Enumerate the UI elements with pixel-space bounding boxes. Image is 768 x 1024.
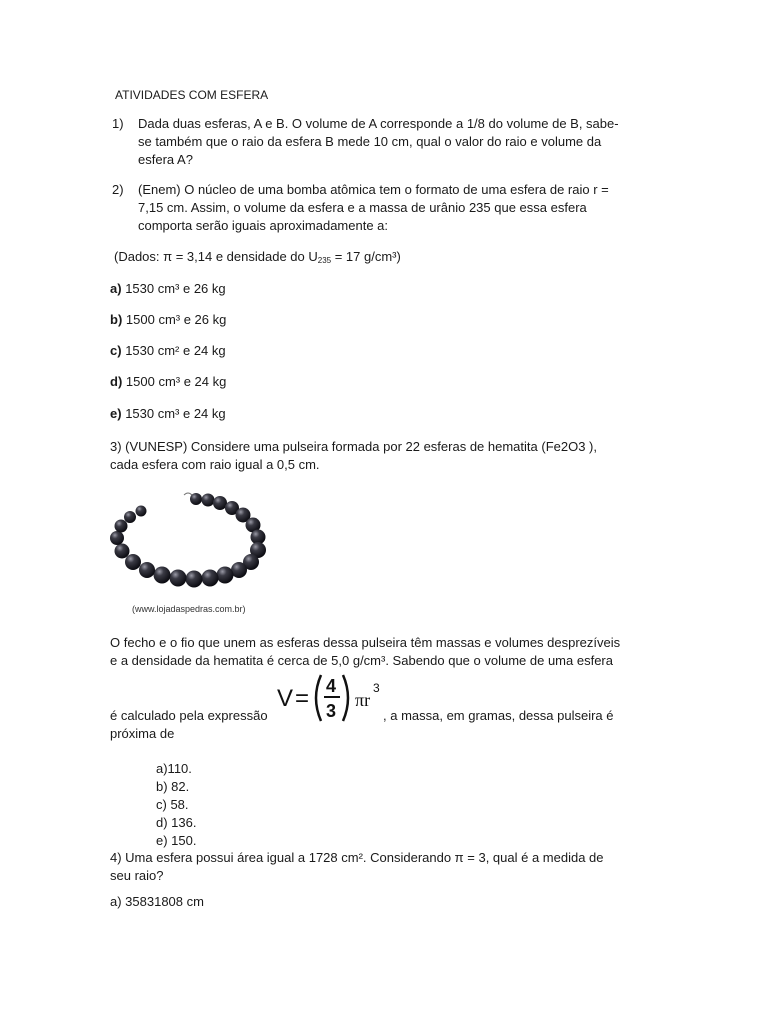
q2-line-1: (Enem) O núcleo de uma bomba atômica tem o formato de uma esfera de raio r = (138, 182, 609, 197)
q2-option-c (110, 342, 226, 360)
bracelet-caption: (www.lojadaspedras.com.br) (132, 604, 246, 614)
q2-data-prefix: (Dados: π = 3,14 e densidade do U (114, 249, 318, 264)
q2-option-d (110, 373, 226, 391)
q4-line-2: seu raio? (110, 868, 164, 883)
option-text: 1530 cm² e 24 kg (125, 343, 226, 358)
formula-graphic (277, 672, 383, 724)
q3-body-line-2: e a densidade da hematita é cerca de 5,0 g/cm³. Sabendo que o volume de uma esfera (110, 653, 613, 668)
q1-line-2: se também que o raio da esfera B mede 10 cm, qual o valor do raio e volume da (138, 134, 602, 149)
q2-option-e (110, 405, 226, 423)
volume-formula (277, 672, 383, 724)
option-letter: d) (110, 374, 123, 389)
formula-lhs: V (277, 685, 294, 712)
option-letter: a) (110, 281, 122, 296)
q3-options (156, 760, 196, 850)
q3-last-line: próxima de (110, 726, 175, 741)
q3-option-b: b) 82. (156, 779, 190, 794)
q1-line-1: Dada duas esferas, A e B. O volume de A corresponde a 1/8 do volume de B, sabe- (138, 116, 619, 131)
q2-data-suffix: = 17 g/cm³) (331, 249, 401, 264)
q3-option-a: a)110. (156, 761, 192, 776)
q1-number: 1) (112, 116, 124, 131)
q3-expr-before: é calculado pela expressão (110, 708, 268, 723)
option-letter: e) (110, 406, 122, 421)
q2-option-a (110, 280, 226, 298)
q3-expr-after: , a massa, em gramas, dessa pulseira é (383, 708, 614, 723)
option-letter: c) (110, 343, 122, 358)
q2-data-line (114, 248, 401, 270)
q4-line-1: 4) Uma esfera possui área igual a 1728 cm². Considerando π = 3, qual é a medida de (110, 850, 604, 865)
q2-line-3: comporta serão iguais aproximadamente a: (138, 218, 389, 233)
formula-denominator: 3 (326, 701, 337, 721)
q3-intro-line-2: cada esfera com raio igual a 0,5 cm. (110, 457, 320, 472)
q3-option-e: e) 150. (156, 833, 197, 848)
option-text: 1530 cm³ e 26 kg (125, 281, 226, 296)
option-letter: b) (110, 312, 123, 327)
formula-numerator: 4 (326, 676, 337, 696)
page-title: ATIVIDADES COM ESFERA (115, 88, 269, 102)
formula-exponent: 3 (373, 681, 380, 695)
q2-option-b (110, 311, 226, 329)
q2-number: 2) (112, 182, 124, 197)
q2-data-sub: 235 (317, 256, 332, 265)
q3-option-c: c) 58. (156, 797, 189, 812)
formula-pi-r: πr (355, 690, 371, 710)
q4-option-a: a) 35831808 cm (110, 894, 204, 909)
option-text: 1500 cm³ e 24 kg (125, 374, 227, 389)
q3-body-line-1: O fecho e o fio que unem as esferas dessa pulseira têm massas e volumes desprezíveis (110, 635, 621, 650)
svg-text:=: = (295, 685, 310, 712)
option-text: 1530 cm³ e 24 kg (125, 406, 226, 421)
q1-line-3: esfera A? (138, 152, 193, 167)
bracelet-image (108, 487, 268, 617)
q2-line-2: 7,15 cm. Assim, o volume da esfera e a massa de urânio 235 que essa esfera (138, 200, 587, 215)
q3-intro-line-1: 3) (VUNESP) Considere uma pulseira formada por 22 esferas de hematita (Fe2O3 ), (110, 439, 597, 454)
q3-option-d: d) 136. (156, 815, 197, 830)
bracelet-illustration (108, 487, 268, 617)
option-text: 1500 cm³ e 26 kg (125, 312, 227, 327)
